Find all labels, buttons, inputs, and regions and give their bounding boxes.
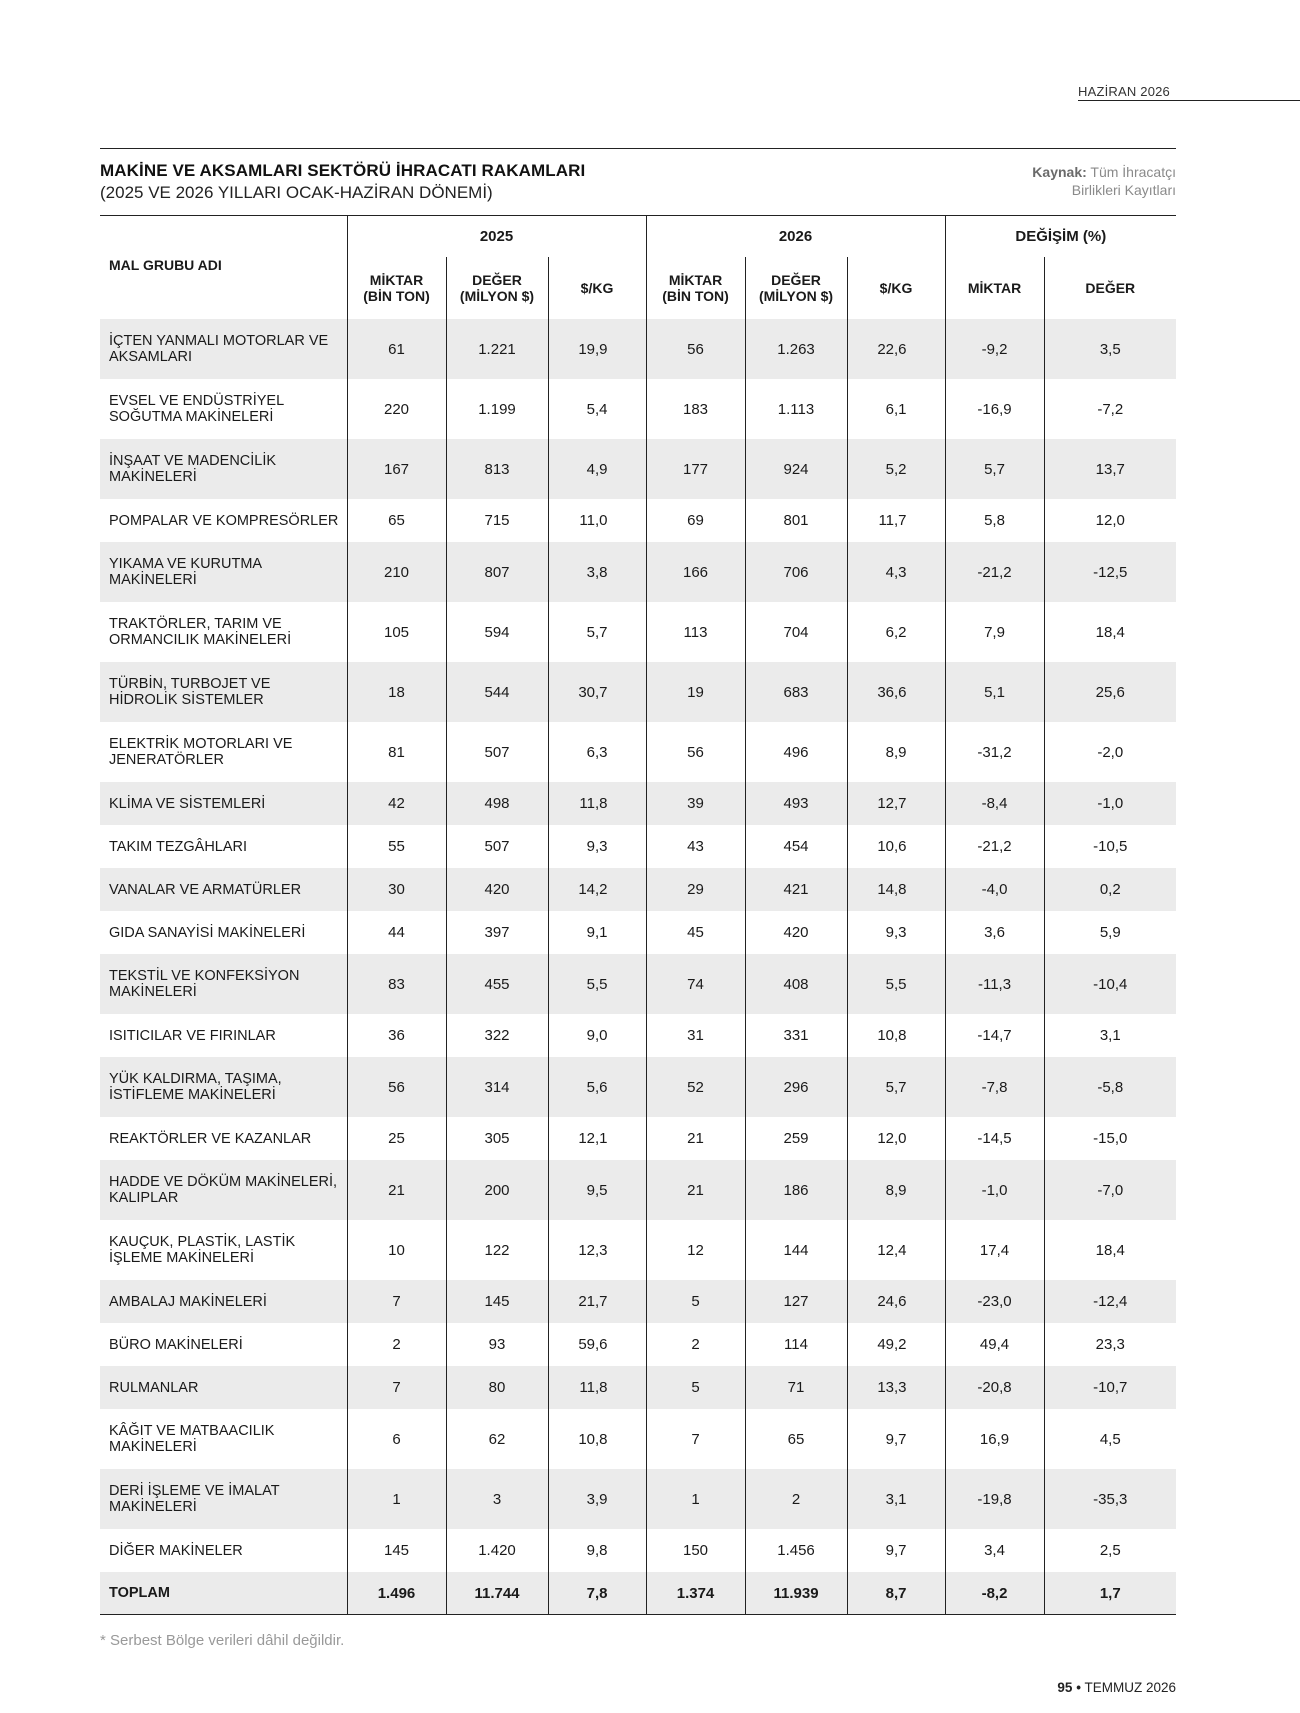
cell-kg-2026: 9,7 [847,1409,945,1469]
cell-deger-2026: 1.113 [745,379,847,439]
cell-deger-2026: 1.456 [745,1529,847,1572]
cell-deger-2026: 186 [745,1160,847,1220]
group-header-2025: 2025 [347,215,646,257]
cell-change-deger: -1,0 [1044,782,1176,825]
cell-kg-2025: 9,8 [548,1529,646,1572]
cell-change-deger: -15,0 [1044,1117,1176,1160]
cell-deger-2026: 801 [745,499,847,542]
cell-kg-2026: 10,8 [847,1014,945,1057]
cell-miktar-2025: 18 [347,662,446,722]
cell-change-miktar: 17,4 [945,1220,1044,1280]
cell-deger-2025: 594 [446,602,548,662]
cell-miktar-2026: 21 [646,1160,745,1220]
cell-miktar-2025: 83 [347,954,446,1014]
cell-change-deger: -10,5 [1044,825,1176,868]
row-label: TRAKTÖRLER, TARIM VE ORMANCILIK MAKİNELERİ [109,616,292,648]
cell-deger-2026: 706 [745,542,847,602]
cell-deger-2025: 507 [446,825,548,868]
cell-kg-2026: 11,7 [847,499,945,542]
total-label: TOPLAM [100,1572,347,1615]
row-label: REAKTÖRLER VE KAZANLAR [109,1130,312,1147]
cell-kg-2025: 3,8 [548,542,646,602]
cell-miktar-2025: 21 [347,1160,446,1220]
row-label: POMPALAR VE KOMPRESÖRLER [109,512,339,529]
cell-kg-2026: 8,9 [847,722,945,782]
cell-deger-2026: 493 [745,782,847,825]
cell-change-deger: 23,3 [1044,1323,1176,1366]
cell-change-deger: -12,4 [1044,1280,1176,1323]
cell-deger-2025: 807 [446,542,548,602]
column-header-deger-2025: DEĞER (MİLYON $) [446,257,548,319]
cell-change-deger: 25,6 [1044,662,1176,722]
cell-kg-2026: 12,0 [847,1117,945,1160]
cell-kg-2026: 5,2 [847,439,945,499]
cell-kg-2025: 59,6 [548,1323,646,1366]
cell-kg-2026: 6,1 [847,379,945,439]
row-label: ELEKTRİK MOTORLARI VE JENERATÖRLER [109,736,293,768]
cell-change-miktar: -31,2 [945,722,1044,782]
cell-change-deger: -10,7 [1044,1366,1176,1409]
cell-deger-2025: 397 [446,911,548,954]
cell-miktar-2025: 25 [347,1117,446,1160]
cell-deger-2026: 71 [745,1366,847,1409]
cell-change-miktar: -14,5 [945,1117,1044,1160]
table-row [100,1014,1176,1057]
cell-deger-2026: 408 [745,954,847,1014]
cell-miktar-2026: 39 [646,782,745,825]
table-row [100,1469,1176,1529]
row-label: KÂĞIT VE MATBAACILIK MAKİNELERİ [109,1423,275,1455]
cell-kg-2025: 6,3 [548,722,646,782]
table-row [100,1160,1176,1220]
cell-kg-2026: 12,4 [847,1220,945,1280]
cell-kg-2025: 12,3 [548,1220,646,1280]
cell-deger-2025: 544 [446,662,548,722]
cell-deger-2026: 454 [745,825,847,868]
page-footer [1057,1680,1176,1695]
cell-deger-2025: 305 [446,1117,548,1160]
cell-deger-2025: 80 [446,1366,548,1409]
cell-miktar-2025: 1 [347,1469,446,1529]
cell-miktar-2025: 36 [347,1014,446,1057]
source-line2: Birlikleri Kayıtları [1071,182,1176,198]
cell-kg-2025: 9,3 [548,825,646,868]
cell-kg-2025: 14,2 [548,868,646,911]
cell-kg-2026: 5,7 [847,1057,945,1117]
row-label: AMBALAJ MAKİNELERİ [100,1280,347,1323]
cell-change-miktar: -16,9 [945,379,1044,439]
cell-miktar-2025: 65 [347,499,446,542]
cell-deger-2026: 127 [745,1280,847,1323]
title-block [100,148,1176,216]
cell-kg-2025: 5,7 [548,602,646,662]
cell-miktar-2026: 5 [646,1280,745,1323]
cell-kg-2025: 12,1 [548,1117,646,1160]
cell-miktar-2026: 56 [646,722,745,782]
cell-deger-2025: 62 [446,1409,548,1469]
cell-kg-2026: 24,6 [847,1280,945,1323]
cell-miktar-2026: 12 [646,1220,745,1280]
cell-change-deger: -7,0 [1044,1160,1176,1220]
cell-miktar-2025: 145 [347,1529,446,1572]
cell-deger-2025: 314 [446,1057,548,1117]
cell-deger-2026: 420 [745,911,847,954]
cell-change-deger: 3,5 [1044,319,1176,379]
cell-deger-2025: 122 [446,1220,548,1280]
cell-kg-2026: 9,3 [847,911,945,954]
group-header-change: DEĞİŞİM (%) [945,215,1176,257]
cell-change-miktar: -21,2 [945,825,1044,868]
cell-deger-2026: 1.263 [745,319,847,379]
cell-miktar-2025: 6 [347,1409,446,1469]
cell-miktar-2025: 220 [347,379,446,439]
cell-change-miktar: 3,6 [945,911,1044,954]
cell-deger-2025: 322 [446,1014,548,1057]
cell-change-deger: 18,4 [1044,602,1176,662]
cell-change-deger: 12,0 [1044,499,1176,542]
table-row [100,1323,1176,1366]
cell-change-deger: -7,2 [1044,379,1176,439]
column-header-change-miktar: MİKTAR [945,257,1044,319]
cell-miktar-2025: 7 [347,1366,446,1409]
cell-change-miktar: -4,0 [945,868,1044,911]
row-label: VANALAR VE ARMATÜRLER [100,868,347,911]
row-label: İÇTEN YANMALI MOTORLAR VE AKSAMLARI [100,319,347,379]
cell-kg-2026: 13,3 [847,1366,945,1409]
cell-kg-2025: 9,5 [548,1160,646,1220]
cell-miktar-2025: 7 [347,1280,446,1323]
cell-miktar-2025: 81 [347,722,446,782]
cell-deger-2025: 813 [446,439,548,499]
cell-deger-2026: 704 [745,602,847,662]
cell-miktar-2026: 31 [646,1014,745,1057]
row-label: GIDA SANAYİSİ MAKİNELERİ [109,924,306,941]
cell-change-miktar: 5,1 [945,662,1044,722]
cell-kg-2026: 9,7 [847,1529,945,1572]
cell-deger-2026: 421 [745,868,847,911]
cell-miktar-2025: 30 [347,868,446,911]
table-row [100,1220,1176,1280]
cell-miktar-2026: 166 [646,542,745,602]
cell-kg-2025: 30,7 [548,662,646,722]
cell-deger-2026: 114 [745,1323,847,1366]
cell-deger-2026: 331 [745,1014,847,1057]
cell-deger-2025: 1.221 [446,319,548,379]
cell-change-deger: 18,4 [1044,1220,1176,1280]
table-subtitle: (2025 VE 2026 YILLARI OCAK-HAZİRAN DÖNEMİ) [100,183,493,202]
cell-kg-2026: 6,2 [847,602,945,662]
table-row [100,868,1176,911]
column-header-change-deger: DEĞER [1044,257,1176,319]
cell-miktar-2025: 10 [347,1220,446,1280]
table-row [100,1117,1176,1160]
total-cell-change-miktar: -8,2 [945,1572,1044,1615]
column-header-miktar-2026: MİKTAR (BİN TON) [646,257,745,319]
row-label: HADDE VE DÖKÜM MAKİNELERİ, KALIPLAR [100,1160,347,1220]
cell-kg-2025: 9,1 [548,911,646,954]
total-cell-deger-2026: 11.939 [745,1572,847,1615]
row-label: ISITICILAR VE FIRINLAR [109,1027,276,1044]
cell-kg-2025: 5,4 [548,379,646,439]
cell-deger-2026: 2 [745,1469,847,1529]
cell-miktar-2026: 5 [646,1366,745,1409]
cell-kg-2025: 9,0 [548,1014,646,1057]
cell-change-deger: 0,2 [1044,868,1176,911]
cell-change-miktar: -14,7 [945,1014,1044,1057]
cell-deger-2025: 715 [446,499,548,542]
cell-deger-2025: 93 [446,1323,548,1366]
table-row [100,722,1176,782]
total-row [100,1572,1176,1615]
column-header-name: MAL GRUBU ADI [109,257,222,273]
cell-kg-2025: 11,0 [548,499,646,542]
footer-bullet: • [1076,1680,1081,1695]
issue-date: HAZİRAN 2026 [1078,84,1170,99]
cell-miktar-2025: 210 [347,542,446,602]
table-row [100,602,1176,662]
cell-deger-2025: 1.420 [446,1529,548,1572]
column-header-kg-2025: $/KG [548,257,646,319]
footnote: * Serbest Bölge verileri dâhil değildir. [100,1632,345,1649]
cell-change-miktar: -23,0 [945,1280,1044,1323]
cell-miktar-2025: 55 [347,825,446,868]
row-label: KAUÇUK, PLASTİK, LASTİK İŞLEME MAKİNELERİ [109,1234,296,1266]
cell-deger-2025: 145 [446,1280,548,1323]
cell-kg-2026: 22,6 [847,319,945,379]
cell-kg-2025: 4,9 [548,439,646,499]
table-row [100,1366,1176,1409]
page-number: 95 [1057,1680,1073,1695]
cell-miktar-2026: 19 [646,662,745,722]
cell-kg-2025: 10,8 [548,1409,646,1469]
table-row [100,954,1176,1014]
cell-kg-2026: 3,1 [847,1469,945,1529]
source-line1: Tüm İhracatçı [1090,164,1176,180]
cell-change-miktar: -8,4 [945,782,1044,825]
table-row [100,379,1176,439]
source-label: Kaynak: [1032,164,1087,180]
table-row [100,825,1176,868]
table-row [100,1409,1176,1469]
cell-change-deger: 3,1 [1044,1014,1176,1057]
cell-miktar-2026: 43 [646,825,745,868]
cell-miktar-2026: 7 [646,1409,745,1469]
cell-deger-2025: 507 [446,722,548,782]
cell-change-miktar: -11,3 [945,954,1044,1014]
table-row [100,911,1176,954]
cell-change-miktar: 16,9 [945,1409,1044,1469]
group-header-2026: 2026 [646,215,945,257]
cell-change-miktar: -20,8 [945,1366,1044,1409]
row-label: TÜRBİN, TURBOJET VE HİDROLİK SİSTEMLER [100,662,347,722]
cell-miktar-2025: 2 [347,1323,446,1366]
cell-kg-2025: 21,7 [548,1280,646,1323]
cell-deger-2026: 683 [745,662,847,722]
cell-miktar-2026: 150 [646,1529,745,1572]
row-label: TAKIM TEZGÂHLARI [109,838,248,855]
cell-deger-2025: 455 [446,954,548,1014]
source-note [1032,163,1176,199]
cell-miktar-2025: 167 [347,439,446,499]
row-label: EVSEL VE ENDÜSTRİYEL SOĞUTMA MAKİNELERİ [109,393,284,425]
cell-deger-2026: 296 [745,1057,847,1117]
total-cell-kg-2025: 7,8 [548,1572,646,1615]
cell-change-miktar: -1,0 [945,1160,1044,1220]
table-row [100,499,1176,542]
row-label: İNŞAAT VE MADENCİLİK MAKİNELERİ [100,439,347,499]
cell-change-miktar: -19,8 [945,1469,1044,1529]
cell-change-miktar: -21,2 [945,542,1044,602]
row-label: DİĞER MAKİNELER [109,1542,243,1559]
total-cell-kg-2026: 8,7 [847,1572,945,1615]
cell-miktar-2026: 1 [646,1469,745,1529]
cell-miktar-2026: 56 [646,319,745,379]
issue-header [1078,86,1300,101]
table-row [100,542,1176,602]
cell-miktar-2025: 56 [347,1057,446,1117]
cell-change-miktar: 5,7 [945,439,1044,499]
cell-kg-2026: 36,6 [847,662,945,722]
row-label: YIKAMA VE KURUTMA MAKİNELERİ [100,542,347,602]
cell-change-deger: 2,5 [1044,1529,1176,1572]
cell-change-miktar: -7,8 [945,1057,1044,1117]
cell-change-miktar: 5,8 [945,499,1044,542]
column-header-deger-2026: DEĞER (MİLYON $) [745,257,847,319]
cell-miktar-2026: 45 [646,911,745,954]
cell-deger-2025: 3 [446,1469,548,1529]
cell-deger-2026: 144 [745,1220,847,1280]
cell-miktar-2025: 61 [347,319,446,379]
total-cell-miktar-2026: 1.374 [646,1572,745,1615]
export-table [100,215,1176,1615]
total-cell-change-deger: 1,7 [1044,1572,1176,1615]
cell-kg-2025: 5,6 [548,1057,646,1117]
cell-deger-2026: 924 [745,439,847,499]
total-cell-deger-2025: 11.744 [446,1572,548,1615]
cell-deger-2025: 420 [446,868,548,911]
cell-miktar-2026: 177 [646,439,745,499]
table-row [100,439,1176,499]
table-row [100,1529,1176,1572]
cell-deger-2026: 259 [745,1117,847,1160]
cell-kg-2026: 10,6 [847,825,945,868]
cell-change-deger: -10,4 [1044,954,1176,1014]
cell-deger-2025: 1.199 [446,379,548,439]
cell-kg-2025: 5,5 [548,954,646,1014]
cell-miktar-2025: 42 [347,782,446,825]
table-row [100,319,1176,379]
cell-kg-2026: 4,3 [847,542,945,602]
cell-change-miktar: 3,4 [945,1529,1044,1572]
cell-kg-2025: 19,9 [548,319,646,379]
row-label: YÜK KALDIRMA, TAŞIMA, İSTİFLEME MAKİNELERİ [100,1057,347,1117]
cell-change-deger: 4,5 [1044,1409,1176,1469]
cell-kg-2026: 5,5 [847,954,945,1014]
cell-miktar-2026: 29 [646,868,745,911]
table-row [100,1057,1176,1117]
cell-change-deger: 5,9 [1044,911,1176,954]
row-label: TEKSTİL VE KONFEKSİYON MAKİNELERİ [100,954,347,1014]
cell-kg-2026: 8,9 [847,1160,945,1220]
cell-change-deger: -12,5 [1044,542,1176,602]
cell-change-deger: 13,7 [1044,439,1176,499]
row-label: RULMANLAR [100,1366,347,1409]
cell-miktar-2026: 113 [646,602,745,662]
cell-kg-2026: 12,7 [847,782,945,825]
table-row [100,1280,1176,1323]
cell-miktar-2026: 21 [646,1117,745,1160]
cell-change-miktar: 49,4 [945,1323,1044,1366]
table-row [100,782,1176,825]
total-cell-miktar-2025: 1.496 [347,1572,446,1615]
cell-miktar-2026: 52 [646,1057,745,1117]
cell-change-miktar: -9,2 [945,319,1044,379]
cell-miktar-2026: 69 [646,499,745,542]
cell-miktar-2025: 44 [347,911,446,954]
cell-miktar-2026: 2 [646,1323,745,1366]
table-title: MAKİNE VE AKSAMLARI SEKTÖRÜ İHRACATI RAKAMLARI [100,161,586,180]
cell-deger-2025: 200 [446,1160,548,1220]
cell-deger-2026: 65 [745,1409,847,1469]
cell-kg-2025: 3,9 [548,1469,646,1529]
column-header-kg-2026: $/KG [847,257,945,319]
cell-miktar-2025: 105 [347,602,446,662]
cell-change-deger: -35,3 [1044,1469,1176,1529]
row-label: DERİ İŞLEME VE İMALAT MAKİNELERİ [100,1469,347,1529]
cell-change-deger: -5,8 [1044,1057,1176,1117]
cell-deger-2025: 498 [446,782,548,825]
cell-miktar-2026: 74 [646,954,745,1014]
cell-change-deger: -2,0 [1044,722,1176,782]
table-row [100,662,1176,722]
row-label: BÜRO MAKİNELERİ [109,1336,243,1353]
cell-kg-2025: 11,8 [548,1366,646,1409]
table-body [100,319,1176,1615]
cell-kg-2026: 14,8 [847,868,945,911]
cell-change-miktar: 7,9 [945,602,1044,662]
cell-kg-2025: 11,8 [548,782,646,825]
row-label: KLİMA VE SİSTEMLERİ [100,782,347,825]
column-header-miktar-2025: MİKTAR (BİN TON) [347,257,446,319]
footer-issue: TEMMUZ 2026 [1084,1680,1176,1695]
cell-kg-2026: 49,2 [847,1323,945,1366]
cell-deger-2026: 496 [745,722,847,782]
cell-miktar-2026: 183 [646,379,745,439]
